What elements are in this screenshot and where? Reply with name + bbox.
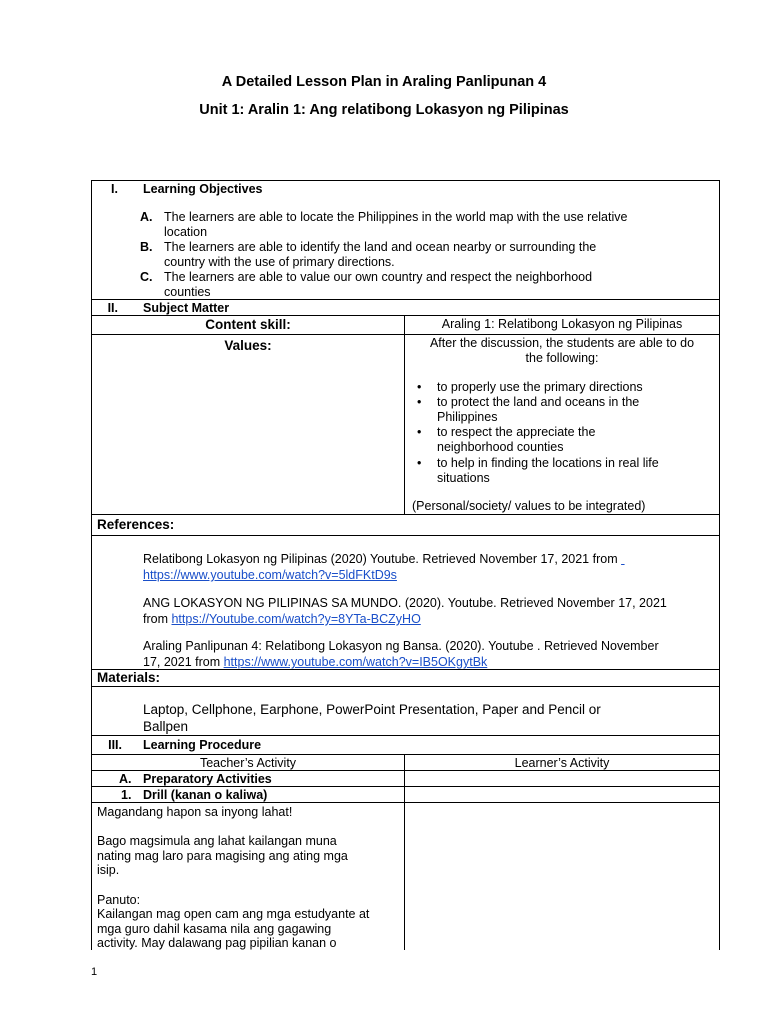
blank-line xyxy=(97,878,401,893)
prep-row-cell-right xyxy=(404,770,720,787)
values-note: (Personal/society/ values to be integrated) xyxy=(412,499,646,513)
reference-item xyxy=(143,551,708,583)
teacher-activity-line: Magandang hapon sa inyong lahat! xyxy=(97,805,293,819)
teacher-activity-text xyxy=(97,805,401,951)
reference-item xyxy=(143,638,708,670)
reference-link[interactable]: https://www.youtube.com/watch?v=5ldFKtD9s xyxy=(143,568,397,582)
objective-text: The learners are able to identify the land and ocean nearby or surrounding the xyxy=(164,240,597,254)
prep-letter: A. xyxy=(119,772,132,786)
bullet-text: to protect the land and oceans in the xyxy=(437,395,640,409)
content-skill-value: Araling 1: Relatibong Lokasyon ng Pilipinas xyxy=(441,317,683,331)
bullet-text: Philippines xyxy=(437,410,498,424)
references-heading: References: xyxy=(97,517,175,532)
reference-item xyxy=(143,595,708,627)
procedure-heading: Learning Procedure xyxy=(143,738,262,752)
teacher-activity-line: Kailangan mag open cam ang mga estudyante at xyxy=(97,907,370,922)
references-heading-cell xyxy=(91,514,720,536)
materials-list xyxy=(143,701,713,735)
materials-text: Laptop, Cellphone, Earphone, PowerPoint Presentation, Paper and Pencil or xyxy=(143,702,601,717)
document-title: A Detailed Lesson Plan in Araling Panlipunan 4 xyxy=(221,74,547,90)
objective-item xyxy=(140,270,704,300)
objective-letter: C. xyxy=(140,270,153,284)
objective-text: counties xyxy=(164,285,211,299)
objective-text: location xyxy=(164,225,208,239)
bullet-dot: • xyxy=(417,456,422,470)
teacher-activity-line: nating mag laro para magising ang ating mga xyxy=(97,848,348,863)
page-number: 1 xyxy=(91,966,98,978)
objective-text: The learners are able to locate the Philippines in the world map with the use relative xyxy=(164,210,628,224)
bullet-dot: • xyxy=(417,425,422,439)
teacher-column-header: Teacher’s Activity xyxy=(199,756,297,770)
objective-letter: A. xyxy=(140,210,153,224)
drill-number: 1. xyxy=(121,788,132,802)
teacher-activity-line: Bago magsimula ang lahat kailangan muna xyxy=(97,834,337,849)
materials-text: Ballpen xyxy=(143,719,189,734)
subject-heading: Subject Matter xyxy=(143,301,230,315)
materials-heading: Materials: xyxy=(97,670,161,685)
reference-text: Relatibong Lokasyon ng Pilipinas (2020) Youtube. Retrieved November 17, 2021 from xyxy=(143,552,622,566)
values-bullet-item xyxy=(417,395,697,425)
reference-text: from xyxy=(143,612,172,626)
prep-label: Preparatory Activities xyxy=(143,772,272,786)
reference-text: Araling Panlipunan 4: Relatibong Lokasyon ng Bansa. (2020). Youtube . Retrieved November xyxy=(143,639,659,653)
procedure-numeral: III. xyxy=(108,738,122,752)
learner-column-header: Learner’s Activity xyxy=(514,756,610,770)
objective-item xyxy=(140,210,704,240)
content-skill-label: Content skill: xyxy=(205,317,291,332)
drill-label: Drill (kanan o kaliwa) xyxy=(143,788,268,802)
bullet-text: to respect the appreciate the xyxy=(437,425,596,439)
bullet-text: situations xyxy=(437,471,490,485)
objective-text: country with the use of primary directions. xyxy=(164,255,395,269)
values-label-cell xyxy=(91,334,405,515)
teacher-activity-line: activity. May dalawang pag pipilian kanan o xyxy=(97,936,337,951)
teacher-activity-line: isip. xyxy=(97,863,120,878)
bullet-text: neighborhood counties xyxy=(437,440,564,454)
objective-item xyxy=(140,240,704,270)
reference-link[interactable]: https://www.youtube.com/watch?v=IB5OKgytBk xyxy=(223,655,488,669)
reference-text: ANG LOKASYON NG PILIPINAS SA MUNDO. (2020). Youtube. Retrieved November 17, 2021 xyxy=(143,596,667,610)
teacher-activity-line: Panuto: xyxy=(97,892,141,907)
objectives-numeral: I. xyxy=(111,182,118,196)
objective-text: The learners are able to value our own country and respect the neighborhood xyxy=(164,270,593,284)
reference-link[interactable]: https://Youtube.com/watch?y=8YTa-BCZyHO xyxy=(171,612,421,626)
values-bullet-item xyxy=(417,380,697,395)
values-intro-line: After the discussion, the students are able to do xyxy=(429,336,695,350)
bullet-dot: • xyxy=(417,380,422,394)
bullet-text: to properly use the primary directions xyxy=(437,380,643,394)
values-intro xyxy=(404,336,720,366)
subject-numeral: II. xyxy=(107,301,118,315)
bullet-text: to help in finding the locations in real life xyxy=(437,456,659,470)
values-intro-line: the following: xyxy=(525,351,599,365)
reference-text: 17, 2021 from xyxy=(143,655,224,669)
document-subtitle: Unit 1: Aralin 1: Ang relatibong Lokasyon ng Pilipinas xyxy=(199,102,569,118)
materials-heading-cell xyxy=(91,669,720,687)
bullet-dot: • xyxy=(417,395,422,409)
values-bullet-item xyxy=(417,425,697,455)
objective-letter: B. xyxy=(140,240,153,254)
learner-activity-cell xyxy=(404,802,720,950)
blank-line xyxy=(97,820,401,835)
drill-row-cell-right xyxy=(404,786,720,803)
objectives-heading: Learning Objectives xyxy=(143,182,263,196)
values-label: Values: xyxy=(224,338,272,353)
teacher-activity-line: mga guro dahil kasama nila ang gagawing xyxy=(97,921,332,936)
reference-link-underline xyxy=(621,552,624,566)
values-bullet-item xyxy=(417,456,697,486)
